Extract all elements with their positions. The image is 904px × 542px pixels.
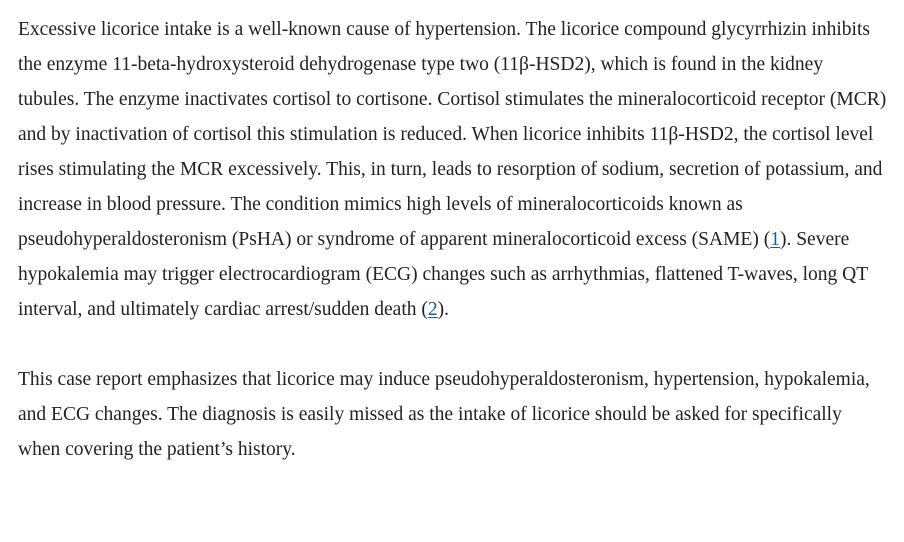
paragraph-text-segment: Excessive licorice intake is a well-known cause of hypertension. The licorice compound glycyrrhizin inhibits the enzyme 11-beta-hydroxysteroid dehydrogenase type two (11β-HSD2), which is found in the kidney tubules. The enzyme inactivates cortisol to cortisone. Cortisol stimulates the mineralocorticoid receptor (MCR) and by inactivation of cortisol this stimulation is reduced. When licorice inhibits 11β-HSD2, the cortisol level rises stimulating the MCR excessively. This, in turn, leads to resorption of sodium, secretion of potassium, and increase in blood pressure. The condition mimics high levels of mineralocorticoids known as pseudohyperaldosteronism (PsHA) or syndrome of apparent mineralocorticoid excess (SAME) ( bbox=[18, 19, 887, 250]
article-body bbox=[18, 12, 888, 467]
reference-link-1[interactable]: 1 bbox=[770, 229, 780, 250]
paragraph-text-segment: ). Severe hypokalemia may trigger electrocardiogram (ECG) changes such as arrhythmias, flattened T-waves, long QT interval, and ultimately cardiac arrest/sudden death ( bbox=[18, 229, 868, 320]
paragraph-licorice-mechanism bbox=[18, 12, 888, 327]
reference-link-2[interactable]: 2 bbox=[427, 299, 438, 320]
paragraph-text-segment: ). bbox=[437, 299, 449, 320]
paragraph-case-report-summary: This case report emphasizes that licorice may induce pseudohyperaldosteronism, hypertension, hypokalemia, and ECG changes. The diagnosis is easily missed as the intake of licorice should be asked for specifically when covering the patient’s history. bbox=[18, 369, 870, 460]
